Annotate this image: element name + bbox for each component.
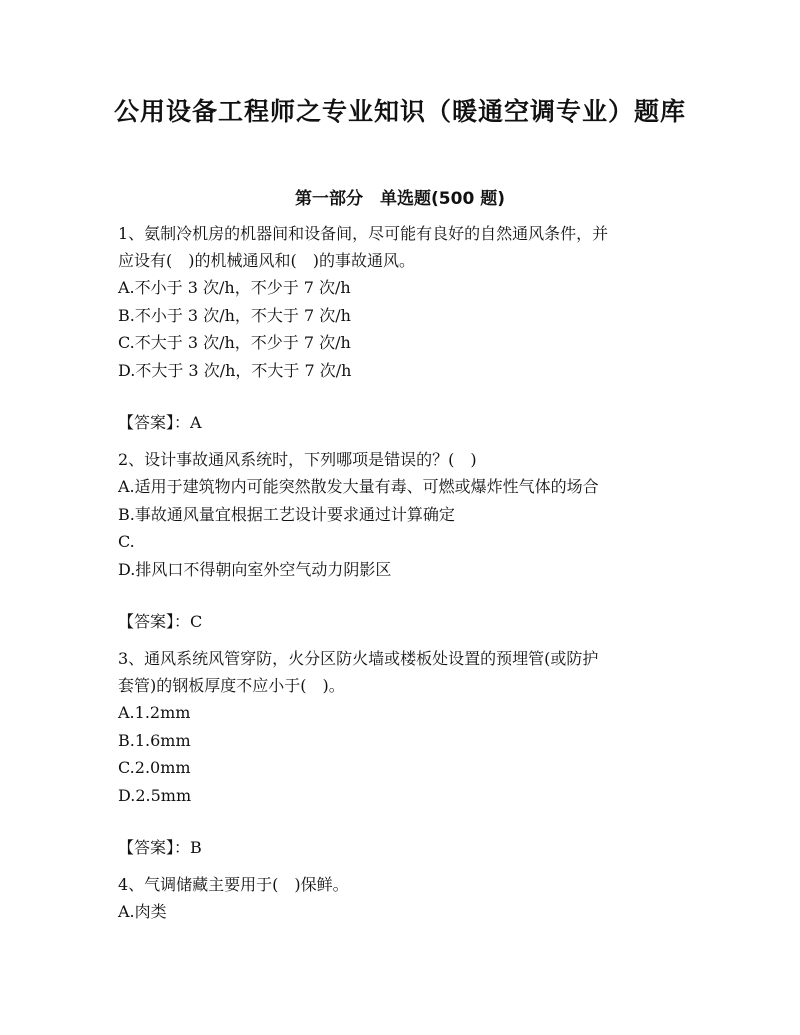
- option-a: A.肉类: [118, 902, 167, 921]
- option-c: C.2.0mm: [118, 758, 191, 777]
- option-d: D.排风口不得朝向室外空气动力阴影区: [118, 559, 392, 579]
- question-4: [118, 871, 688, 926]
- question-3: [118, 645, 688, 861]
- option-c: C.: [118, 532, 135, 551]
- option-a: A.1.2mm: [118, 703, 191, 722]
- question-stem-line: 1、氨制冷机房的机器间和设备间，尽可能有良好的自然通风条件，并: [118, 224, 609, 243]
- option-b: B.1.6mm: [118, 730, 191, 750]
- option-c: C.不大于 3 次/h，不少于 7 次/h: [118, 333, 351, 352]
- question-list: [118, 220, 688, 926]
- section-heading: 第一部分 单选题(500 题): [295, 189, 505, 209]
- document-title: 公用设备工程师之专业知识（暖通空调专业）题库: [113, 97, 686, 126]
- question-stem-line: 2、设计事故通风系统时，下列哪项是错误的？( ): [118, 450, 477, 469]
- option-b: B.不小于 3 次/h，不大于 7 次/h: [118, 305, 351, 325]
- option-a: A.不小于 3 次/h，不少于 7 次/h: [118, 278, 351, 297]
- question-2: [118, 446, 688, 635]
- question-stem-line: 应设有( )的机械通风和( )的事故通风。: [118, 251, 415, 270]
- answer-line: 【答案】：C: [118, 612, 203, 631]
- question-stem-line: 3、通风系统风管穿防，火分区防火墙或楼板处设置的预埋管(或防护: [118, 649, 599, 668]
- option-a: A.适用于建筑物内可能突然散发大量有毒、可燃或爆炸性气体的场合: [118, 477, 599, 496]
- option-b: B.事故通风量宜根据工艺设计要求通过计算确定: [118, 504, 455, 524]
- answer-line: 【答案】：B: [118, 838, 202, 857]
- question-1: [118, 220, 688, 436]
- answer-line: 【答案】：A: [118, 413, 202, 432]
- question-stem-line: 4、气调储藏主要用于( )保鲜。: [118, 875, 349, 894]
- option-d: D.2.5mm: [118, 785, 192, 805]
- question-stem-line: 套管)的钢板厚度不应小于( )。: [118, 676, 345, 695]
- option-d: D.不大于 3 次/h，不大于 7 次/h: [118, 360, 352, 380]
